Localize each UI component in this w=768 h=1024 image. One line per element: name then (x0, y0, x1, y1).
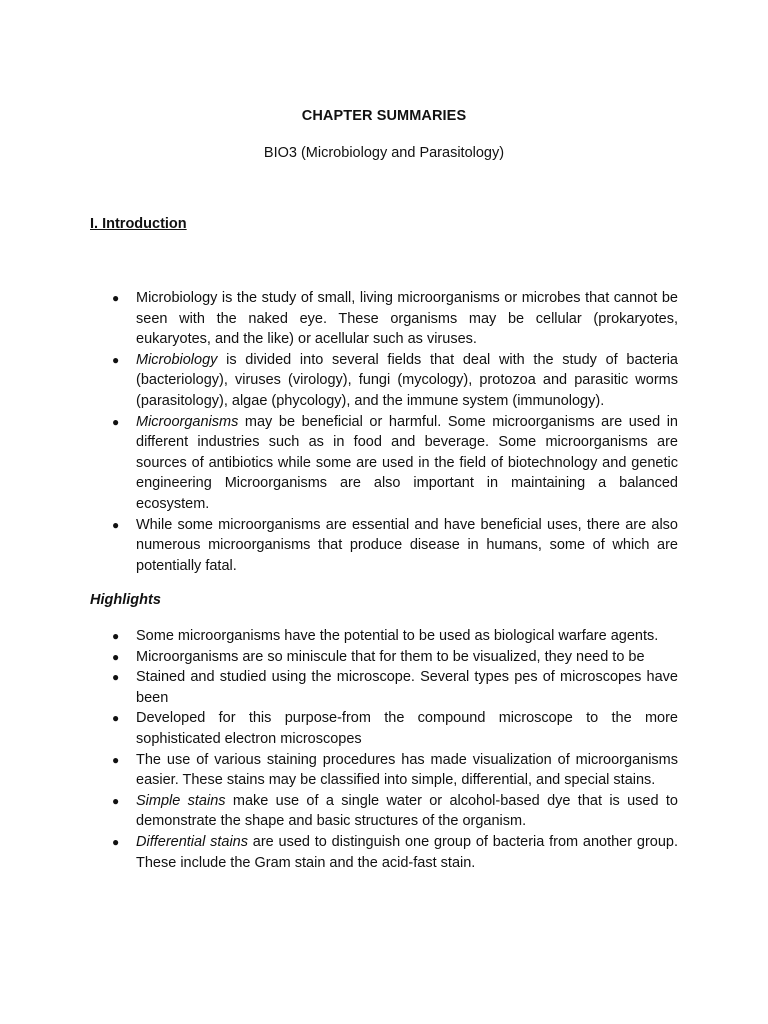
list-item (136, 350, 678, 412)
bullet-text: are used to distinguish one group of bacteria from another group. These include the Gram stain and the acid-fast stain. (136, 833, 678, 871)
list-item (136, 288, 678, 350)
introduction-bullet-list (136, 288, 678, 576)
introduction-heading: I. Introduction (90, 216, 187, 232)
lead-term: Microbiology (136, 351, 218, 368)
bullet-text: Microorganisms are so miniscule that for them to be visualized, they need to be (136, 648, 645, 665)
bullet-text: Stained and studied using the microscope. Several types pes of microscopes have been (136, 669, 678, 706)
bullet-text: make use of a single water or alcohol-based dye that is used to demonstrate the shape and basic structures of the organism. (136, 792, 678, 830)
list-item (136, 647, 678, 668)
list-item (136, 708, 678, 749)
bullet-text: may be beneficial or harmful. Some microorganisms are used in different industries such as in food and beverage. Some microorganisms are sources of antibiotics while some are used in the field of biotechnology and genetic engineering Microorganisms are also important in maintaining a balanced ecosystem. (136, 413, 678, 512)
lead-term: Differential stains (136, 833, 248, 850)
lead-term: Microorganisms (136, 413, 239, 430)
highlights-heading: Highlights (90, 592, 161, 608)
list-item (136, 667, 678, 708)
list-item (136, 626, 678, 647)
bullet-text: Some microorganisms have the potential to be used as biological warfare agents. (136, 628, 659, 644)
list-item (136, 750, 678, 791)
document-subtitle: BIO3 (Microbiology and Parasitology) (263, 145, 505, 161)
list-item (136, 412, 678, 515)
bullet-text: The use of various staining procedures has made visualization of microorganisms easier. These stains may be classified into simple, differential, and special stains. (136, 751, 678, 789)
list-item (136, 832, 678, 873)
lead-term: Simple stains (136, 792, 226, 809)
bullet-text: is divided into several fields that deal with the study of bacteria (bacteriology), viruses (virology), fungi (mycology), protozoa and parasitic worms (parasitology), algae (phycology), and the immune system (immunology). (136, 351, 678, 409)
document-title: CHAPTER SUMMARIES (301, 108, 467, 124)
bullet-text: Microbiology is the study of small, living microorganisms or microbes that cannot be seen with the naked eye. These organisms may be cellular (prokaryotes, eukaryotes, and the like) or acellular such as viruses. (136, 290, 678, 348)
bullet-text: Developed for this purpose-from the compound microscope to the more sophisticated electron microscopes (136, 710, 678, 747)
bullet-text: While some microorganisms are essential and have beneficial uses, there are also numerous microorganisms that produce disease in humans, some of which are potentially fatal. (136, 516, 678, 574)
list-item (136, 515, 678, 577)
highlights-bullet-list (136, 626, 678, 873)
list-item (136, 791, 678, 832)
